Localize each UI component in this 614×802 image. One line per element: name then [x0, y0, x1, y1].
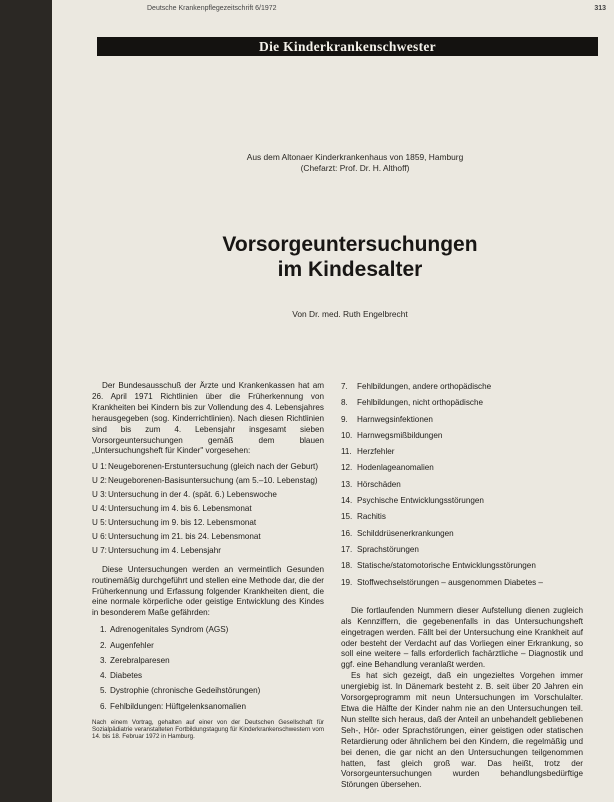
- article-title: [170, 232, 530, 282]
- item-text: Hörschäden: [357, 479, 401, 489]
- list-item: [341, 545, 583, 561]
- section-banner: Die Kinderkrankenschwester: [97, 37, 598, 56]
- intro-paragraph: Der Bundesausschuß der Ärzte und Krankenkassen hat am 26. April 1971 Richtlinien über die Früherkennung von Krankheiten bei Kindern bis zur Vollendung des 4. Lebensjahres herausgegeben (sog. Kinderrichtlinien). Nach diesen Richtlinien sind bis zum 4. Lebensjahr insgesamt sieben Vorsorgeuntersuchungen gemäß dem blauen „Untersuchungsheft für Kinder" vorgesehen:: [92, 381, 324, 456]
- title-line: Vorsorgeuntersuchungen: [222, 233, 478, 256]
- author-byline: Von Dr. med. Ruth Engelbrecht: [292, 309, 408, 319]
- item-number: 10.: [341, 430, 353, 440]
- item-text: Zerebralparesen: [110, 655, 170, 665]
- list-item: [341, 480, 583, 496]
- item-number: 16.: [341, 528, 353, 538]
- list-item: [100, 671, 324, 682]
- exam-text: Untersuchung im 21. bis 24. Lebensmonat: [108, 531, 261, 541]
- item-number: 3.: [100, 655, 107, 665]
- exam-code: U 1:: [92, 462, 107, 472]
- left-column: [92, 381, 324, 741]
- disease-list: [100, 625, 324, 712]
- exam-code: U 3:: [92, 490, 107, 500]
- list-item: [92, 546, 324, 557]
- list-item: [92, 518, 324, 529]
- item-text: Schilddrüsenerkrankungen: [357, 528, 454, 538]
- exam-list: [92, 462, 324, 556]
- item-number: 5.: [100, 686, 107, 696]
- item-number: 1.: [100, 625, 107, 635]
- list-item: [341, 512, 583, 528]
- list-item: [341, 561, 583, 577]
- list-item: [100, 656, 324, 667]
- item-text: Stoffwechselstörungen – ausgenommen Diabetes –: [357, 577, 543, 587]
- item-number: 6.: [100, 701, 107, 711]
- item-number: 12.: [341, 463, 353, 473]
- list-item: [92, 504, 324, 515]
- item-number: 13.: [341, 479, 353, 489]
- list-item: [341, 382, 583, 398]
- list-item: [341, 447, 583, 463]
- list-item: [341, 415, 583, 431]
- exam-code: U 4:: [92, 504, 107, 514]
- item-number: 17.: [341, 544, 353, 554]
- item-number: 4.: [100, 671, 107, 681]
- list-item: [100, 686, 324, 697]
- title-line: im Kindesalter: [277, 258, 423, 281]
- item-number: 7.: [341, 382, 348, 391]
- list-item: [92, 476, 324, 487]
- item-text: Fehlbildungen: Hüftgelenksanomalien: [110, 701, 246, 711]
- running-head: [147, 5, 606, 15]
- item-number: 15.: [341, 512, 353, 522]
- item-text: Sprachstörungen: [357, 544, 419, 554]
- body-paragraph: Es hat sich gezeigt, daß ein ungezieltes Vorgehen immer unergiebig ist. In Dänemark besteht z. B. seit über 20 Jahren ein Vorsorgeprogramm mit neun Untersuchungen im Vorschulalter. Etwa die Hälfte der Kinder nahm nie an den Untersuchungen teil. Nun stellte sich heraus, daß der Anteil an unbehandelt gebliebenen Seh-, Hör- oder Sprachstörungen, einer geistigen oder statischen Retardierung oder ähnlichem bei den Kindern, die regelmäßig und bei denen, die gar nicht an den Untersuchungen teilgenommen hatten, fast gleich groß war. Das heißt, trotz der Vorsorgeuntersuchungen wurden behandlungsbedürftige Störungen übersehen.: [341, 671, 583, 790]
- list-item: [341, 496, 583, 512]
- footnote: Nach einem Vortrag, gehalten auf einer von der Deutschen Gesellschaft für Sozialpädiatrie veranstalteten Fortbildungstagung für Kinderkrankenschwestern vom 14. bis 18. Februar 1972 in Hamburg.: [92, 718, 324, 741]
- list-item: [92, 532, 324, 543]
- item-text: Rachitis: [357, 512, 386, 522]
- item-text: Psychische Entwicklungsstörungen: [357, 496, 484, 506]
- exam-code: U 7:: [92, 545, 107, 555]
- item-text: Diabetes: [110, 671, 143, 681]
- item-text: Dystrophie (chronische Gedeihstörungen): [110, 686, 261, 696]
- exam-code: U 6:: [92, 531, 107, 541]
- list-item: [341, 431, 583, 447]
- item-text: Herzfehler: [357, 447, 395, 457]
- affiliation: [190, 152, 520, 174]
- exam-code: U 5:: [92, 517, 107, 527]
- exam-text: Untersuchung im 9. bis 12. Lebensmonat: [108, 517, 257, 527]
- item-text: Harnwegsmißbildungen: [357, 430, 443, 440]
- list-item: [341, 463, 583, 479]
- body-paragraph: Die fortlaufenden Nummern dieser Aufstellung dienen zugleich als Kennziffern, die gegebenenfalls in das Untersuchungsheft eingetragen werden. Fällt bei der Untersuchung eine Krankheit auf oder besteht der Verdacht auf das Vorliegen einer Erkrankung, so soll eine weitere – falls erforderlich fachärztliche – Diagnostik und ggf. eine Behandlung veranlaßt werden.: [341, 605, 583, 670]
- item-number: 9.: [341, 414, 348, 424]
- item-number: 8.: [341, 398, 348, 408]
- list-item: [92, 462, 324, 473]
- affiliation-line: Aus dem Altonaer Kinderkrankenhaus von 1859, Hamburg: [246, 152, 464, 162]
- item-text: Statische/statomotorische Entwicklungsstörungen: [357, 561, 536, 571]
- exam-text: Neugeborenen-Erstuntersuchung (gleich nach der Geburt): [108, 462, 319, 472]
- right-column: [341, 382, 583, 791]
- exam-text: Untersuchung in der 4. (spät. 6.) Lebenswoche: [108, 490, 277, 500]
- exam-text: Neugeborenen-Basisuntersuchung (am 5.–10. Lebenstag): [108, 476, 318, 486]
- exam-text: Untersuchung im 4. Lebensjahr: [108, 545, 221, 555]
- list-item: [100, 625, 324, 636]
- list-item: [341, 529, 583, 545]
- item-text: Hodenlageanomalien: [357, 463, 434, 473]
- item-text: Fehlbildungen, nicht orthopädische: [357, 398, 484, 408]
- list-item: [100, 702, 324, 713]
- item-text: Harnwegsinfektionen: [357, 414, 433, 424]
- list-item: [341, 398, 583, 414]
- exam-text: Untersuchung im 4. bis 6. Lebensmonat: [108, 504, 252, 514]
- affiliation-line: (Chefarzt: Prof. Dr. H. Althoff): [300, 163, 410, 173]
- item-text: Adrenogenitales Syndrom (AGS): [110, 625, 229, 635]
- list-item: [341, 578, 583, 594]
- item-number: 11.: [341, 447, 352, 457]
- item-text: Fehlbildungen, andere orthopädische: [357, 382, 492, 391]
- item-number: 14.: [341, 496, 353, 506]
- list-item: [92, 490, 324, 501]
- journal-title: Deutsche Krankenpflegezeitschrift 6/1972: [147, 5, 277, 12]
- item-number: 19.: [341, 577, 353, 587]
- body-paragraph: Diese Untersuchungen werden an vermeintlich Gesunden routinemäßig durchgeführt und stellen eine Methode dar, die der Früherkennung und Erfassung folgender Krankheiten dient, die eine normale körperliche oder geistige Entwicklung des Kindes in besonderem Maße gefährden:: [92, 564, 324, 618]
- item-text: Augenfehler: [110, 640, 154, 650]
- item-number: 18.: [341, 561, 353, 571]
- exam-code: U 2:: [92, 476, 107, 486]
- page-number: 313: [594, 5, 606, 12]
- list-item: [100, 641, 324, 652]
- disease-list-continued: [341, 382, 583, 594]
- item-number: 2.: [100, 640, 107, 650]
